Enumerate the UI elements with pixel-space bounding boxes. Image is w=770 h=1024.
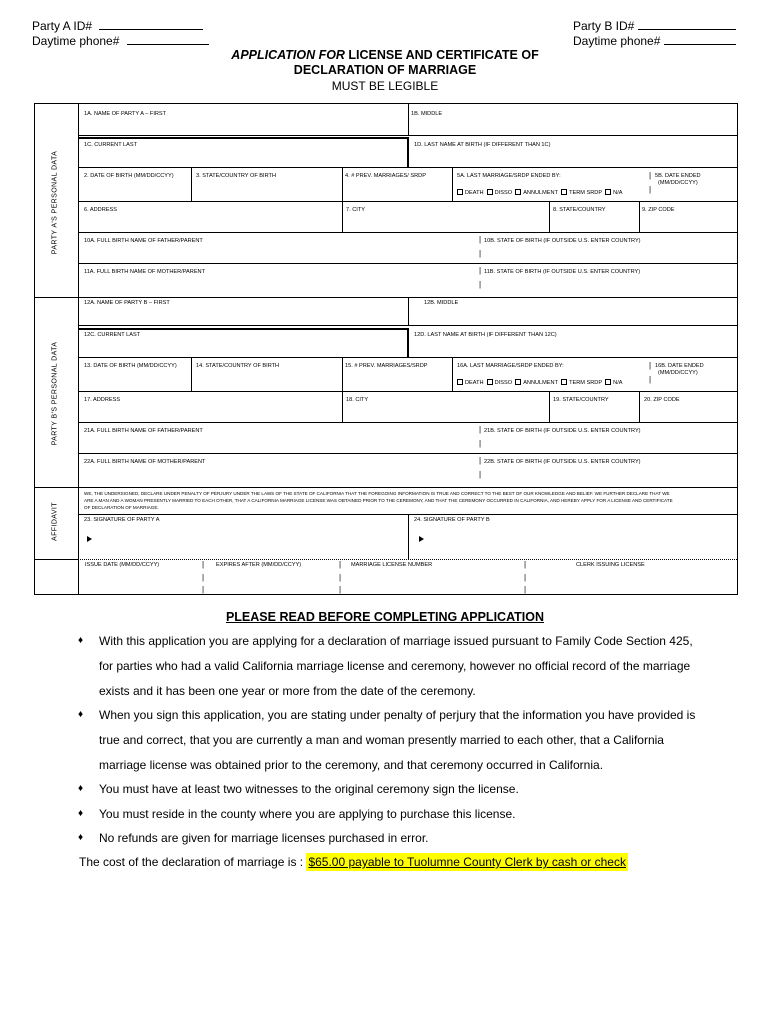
field-8: 8. STATE/COUNTRY [553, 207, 606, 213]
option-term-srdp: TERM SRDP [569, 190, 603, 196]
field-5a: 5A. LAST MARRIAGE/SRDP ENDED BY: [457, 173, 561, 179]
divider-mark: | [202, 560, 205, 569]
field-19: 19. STATE/COUNTRY [553, 397, 609, 403]
divider-mark: | [479, 280, 482, 289]
party-a-id-row [32, 18, 203, 33]
row-line-thick [78, 328, 408, 330]
field-22a: 22A. FULL BIRTH NAME OF MOTHER/PARENT [84, 459, 206, 465]
field-12b: 12B. MIDDLE [424, 300, 459, 306]
row-line-thick [78, 137, 408, 139]
death-checkbox[interactable] [457, 189, 463, 195]
divider-mark: | [202, 585, 205, 594]
section-column-divider [78, 104, 79, 594]
affidavit-line-2: ARE A MAN AND A WOMAN PRESENTLY MARRIED TO EACH OTHER, THAT A CALIFORNIA MARRIAGE LICENSE WAS OBTAINED PRIOR TO THE CEREMONY, AND THAT THE CEREMONY OCCURRED IN CALIFORNIA, AND HEREBY APPLY FOR A LICENSE AND CERTIFICATE [84, 498, 673, 503]
party-a-phone-label: Daytime phone# [32, 34, 120, 48]
field-5b-format: (MM/DD/CCYY) [658, 180, 698, 186]
option-na: N/A [613, 380, 623, 386]
col-line [191, 357, 192, 391]
field-1c: 1C. CURRENT LAST [84, 142, 138, 148]
field-10b: 10B. STATE OF BIRTH (IF OUTSIDE U.S. ENTER COUNTRY) [484, 238, 641, 244]
field-12d: 12D. LAST NAME AT BIRTH (IF DIFFERENT THAN 12C) [414, 332, 557, 338]
instruction-1-line-1: With this application you are applying for a declaration of marriage issued pursuant to Family Code Section 425, [99, 634, 693, 648]
divider-mark: | [479, 470, 482, 479]
ended-by-options-b [457, 379, 623, 387]
col-line [191, 167, 192, 201]
col-line [549, 201, 550, 232]
row-line [78, 487, 737, 488]
party-a-id-field[interactable] [99, 18, 203, 30]
field-3: 3. STATE/COUNTRY OF BIRTH [196, 173, 276, 179]
title-rest: LICENSE AND CERTIFICATE OF [344, 48, 539, 62]
party-a-section-label: PARTY A'S PERSONAL DATA [51, 150, 59, 255]
row-line [78, 232, 737, 233]
instruction-2-line-1: When you sign this application, you are stating under penalty of perjury that the information you have provided is [99, 708, 696, 722]
party-b-signature-area[interactable] [428, 526, 733, 554]
affidavit-text [84, 490, 739, 511]
form-subtitle: MUST BE LEGIBLE [331, 79, 439, 93]
title-italic: APPLICATION FOR [231, 48, 345, 62]
field-12a: 12A. NAME OF PARTY B – FIRST [84, 300, 170, 306]
party-b-phone-row [573, 33, 736, 48]
field-13: 13. DATE OF BIRTH (MM/DD/CCYY) [84, 363, 177, 369]
clerk-expires-after: EXPIRES AFTER (MM/DD/CCYY) [216, 562, 302, 568]
party-a-signature-area[interactable] [97, 526, 402, 554]
row-line [78, 325, 737, 326]
application-form [34, 103, 738, 595]
form-title [0, 48, 770, 63]
party-a-phone-field[interactable] [127, 33, 209, 45]
party-b-id-row [573, 18, 736, 33]
divider-mark: | [524, 560, 527, 569]
divider-mark: | [479, 456, 482, 465]
field-18: 18. CITY [346, 397, 369, 403]
party-a-phone-row [32, 33, 209, 48]
cost-value-highlight: $65.00 payable to Tuolumne County Clerk by cash or check [308, 855, 626, 869]
bullet-diamond-icon: ♦ [78, 783, 84, 794]
section-divider-a-b [35, 297, 78, 298]
party-b-phone-field[interactable] [664, 33, 736, 45]
row-line [78, 422, 737, 423]
option-annulment: ANNULMENT [523, 380, 558, 386]
field-16b-format: (MM/DD/CCYY) [658, 370, 698, 376]
option-disso: DISSO [494, 190, 513, 196]
instruction-4: You must reside in the county where you are applying to purchase this license. [99, 807, 516, 821]
field-11a: 11A. FULL BIRTH NAME OF MOTHER/PARENT [84, 269, 206, 275]
field-11b: 11B. STATE OF BIRTH (IF OUTSIDE U.S. ENTER COUNTRY) [484, 269, 641, 275]
disso-checkbox[interactable] [487, 189, 493, 195]
col-line [452, 167, 453, 201]
col-line [342, 357, 343, 422]
annulment-checkbox[interactable] [515, 379, 521, 385]
divider-mark: | [649, 171, 652, 180]
field-4: 4. # PREV. MARRIAGES/ SRDP [345, 173, 426, 179]
option-death: DEATH [465, 190, 484, 196]
instructions-heading: PLEASE READ BEFORE COMPLETING APPLICATION [225, 610, 545, 624]
divider-mark: | [524, 585, 527, 594]
sign-here-arrow-icon [419, 536, 424, 542]
col-line [639, 201, 640, 232]
bullet-diamond-icon: ♦ [78, 808, 84, 819]
party-b-section-label: PARTY B'S PERSONAL DATA [51, 341, 59, 446]
death-checkbox[interactable] [457, 379, 463, 385]
col-line [549, 391, 550, 422]
na-checkbox[interactable] [605, 379, 611, 385]
field-22b: 22B. STATE OF BIRTH (IF OUTSIDE U.S. ENTER COUNTRY) [484, 459, 641, 465]
divider-mark: | [524, 573, 527, 582]
bullet-diamond-icon: ♦ [78, 709, 84, 720]
instruction-2-line-2: true and correct, that you are currently a man and woman presently married to each other, that a California [99, 733, 664, 747]
col-line [408, 514, 409, 559]
term-srdp-checkbox[interactable] [561, 379, 567, 385]
party-b-id-label: Party B ID# [573, 19, 635, 33]
sign-here-arrow-icon [87, 536, 92, 542]
field-7: 7. CITY [346, 207, 365, 213]
field-23: 23. SIGNATURE OF PARTY A [84, 517, 160, 523]
cost-prefix: The cost of the declaration of marriage is : [79, 855, 307, 869]
field-16b: 16B. DATE ENDED [655, 363, 704, 369]
instruction-2-line-3: marriage license was obtained prior to the ceremony, and that ceremony occurred in California. [99, 758, 604, 772]
row-line [78, 135, 737, 136]
field-5b: 5B. DATE ENDED [655, 173, 701, 179]
divider-mark: | [202, 573, 205, 582]
option-death: DEATH [465, 380, 484, 386]
field-6: 6. ADDRESS [84, 207, 117, 213]
option-na: N/A [613, 190, 623, 196]
field-9: 9. ZIP CODE [642, 207, 675, 213]
col-line-thick [407, 328, 409, 358]
option-annulment: ANNULMENT [523, 190, 558, 196]
col-line [639, 391, 640, 422]
party-b-id-field[interactable] [638, 18, 736, 30]
affidavit-line-1: WE, THE UNDERSIGNED, DECLARE UNDER PENALTY OF PERJURY UNDER THE LAWS OF THE STATE OF CALIFORNIA THAT THE FOREGOING INFORMATION IS TRUE AND CORRECT TO THE BEST OF OUR KNOWLEDGE AND BELIEF. WE FURTHER DECLARE THAT WE [84, 491, 670, 496]
divider-mark: | [649, 185, 652, 194]
col-line [408, 297, 409, 325]
instruction-5: No refunds are given for marriage licenses purchased in error. [99, 831, 429, 845]
section-divider-affidavit-clerk [35, 559, 78, 560]
field-1a: 1A. NAME OF PARTY A – FIRST [84, 111, 167, 117]
option-disso: DISSO [494, 380, 513, 386]
field-1d: 1D. LAST NAME AT BIRTH (IF DIFFERENT THAN 1C) [414, 142, 551, 148]
bullet-diamond-icon: ♦ [78, 832, 84, 843]
clerk-license-number: MARRIAGE LICENSE NUMBER [351, 562, 433, 568]
field-1b: 1B. MIDDLE [411, 111, 443, 117]
clerk-issuing-license: CLERK ISSUING LICENSE [576, 562, 645, 568]
col-line-thick [407, 137, 409, 168]
na-checkbox[interactable] [605, 189, 611, 195]
divider-mark: | [339, 585, 342, 594]
divider-mark: | [479, 425, 482, 434]
divider-mark: | [339, 573, 342, 582]
field-17: 17. ADDRESS [84, 397, 121, 403]
party-a-id-label: Party A ID# [32, 19, 93, 33]
field-21b: 21B. STATE OF BIRTH (IF OUTSIDE U.S. ENTER COUNTRY) [484, 428, 641, 434]
divider-mark: | [649, 375, 652, 384]
row-line [78, 453, 737, 454]
bullet-diamond-icon: ♦ [78, 635, 84, 646]
divider-mark: | [479, 439, 482, 448]
term-srdp-checkbox[interactable] [561, 189, 567, 195]
divider-mark: | [479, 235, 482, 244]
row-line-dotted [78, 559, 737, 560]
field-21a: 21A. FULL BIRTH NAME OF FATHER/PARENT [84, 428, 203, 434]
disso-checkbox[interactable] [487, 379, 493, 385]
divider-mark: | [479, 249, 482, 258]
divider-mark: | [339, 560, 342, 569]
instruction-1-line-3: exists and it has been one year or more from the date of the ceremony. [99, 684, 476, 698]
ended-by-options-a [457, 189, 623, 197]
form-title-line2: DECLARATION OF MARRIAGE [293, 63, 477, 77]
field-15: 15. # PREV. MARRIAGES/SRDP [345, 363, 428, 369]
divider-mark: | [479, 266, 482, 275]
col-line [452, 357, 453, 391]
clerk-issue-date: ISSUE DATE (MM/DD/CCYY) [85, 562, 160, 568]
field-24: 24. SIGNATURE OF PARTY B [414, 517, 490, 523]
field-12c: 12C. CURRENT LAST [84, 332, 141, 338]
col-line [408, 104, 409, 135]
instruction-1-line-2: for parties who had a valid California marriage license and ceremony, however no official record of the marriage [99, 659, 691, 673]
option-term-srdp: TERM SRDP [569, 380, 603, 386]
field-14: 14. STATE/COUNTRY OF BIRTH [196, 363, 280, 369]
field-20: 20. ZIP CODE [644, 397, 680, 403]
field-2: 2. DATE OF BIRTH (MM/DD/CCYY) [84, 173, 174, 179]
party-b-phone-label: Daytime phone# [573, 34, 661, 48]
row-line [78, 263, 737, 264]
col-line [342, 167, 343, 232]
cost-line [79, 855, 628, 869]
field-16a: 16A. LAST MARRIAGE/SRDP ENDED BY: [457, 363, 564, 369]
affidavit-section-label: AFFIDAVIT [51, 502, 59, 541]
annulment-checkbox[interactable] [515, 189, 521, 195]
affidavit-line-3: OF DECLARATION OF MARRIAGE. [84, 505, 159, 510]
divider-mark: | [649, 361, 652, 370]
instruction-3: You must have at least two witnesses to the original ceremony sign the license. [99, 782, 519, 796]
field-10a: 10A. FULL BIRTH NAME OF FATHER/PARENT [84, 238, 203, 244]
